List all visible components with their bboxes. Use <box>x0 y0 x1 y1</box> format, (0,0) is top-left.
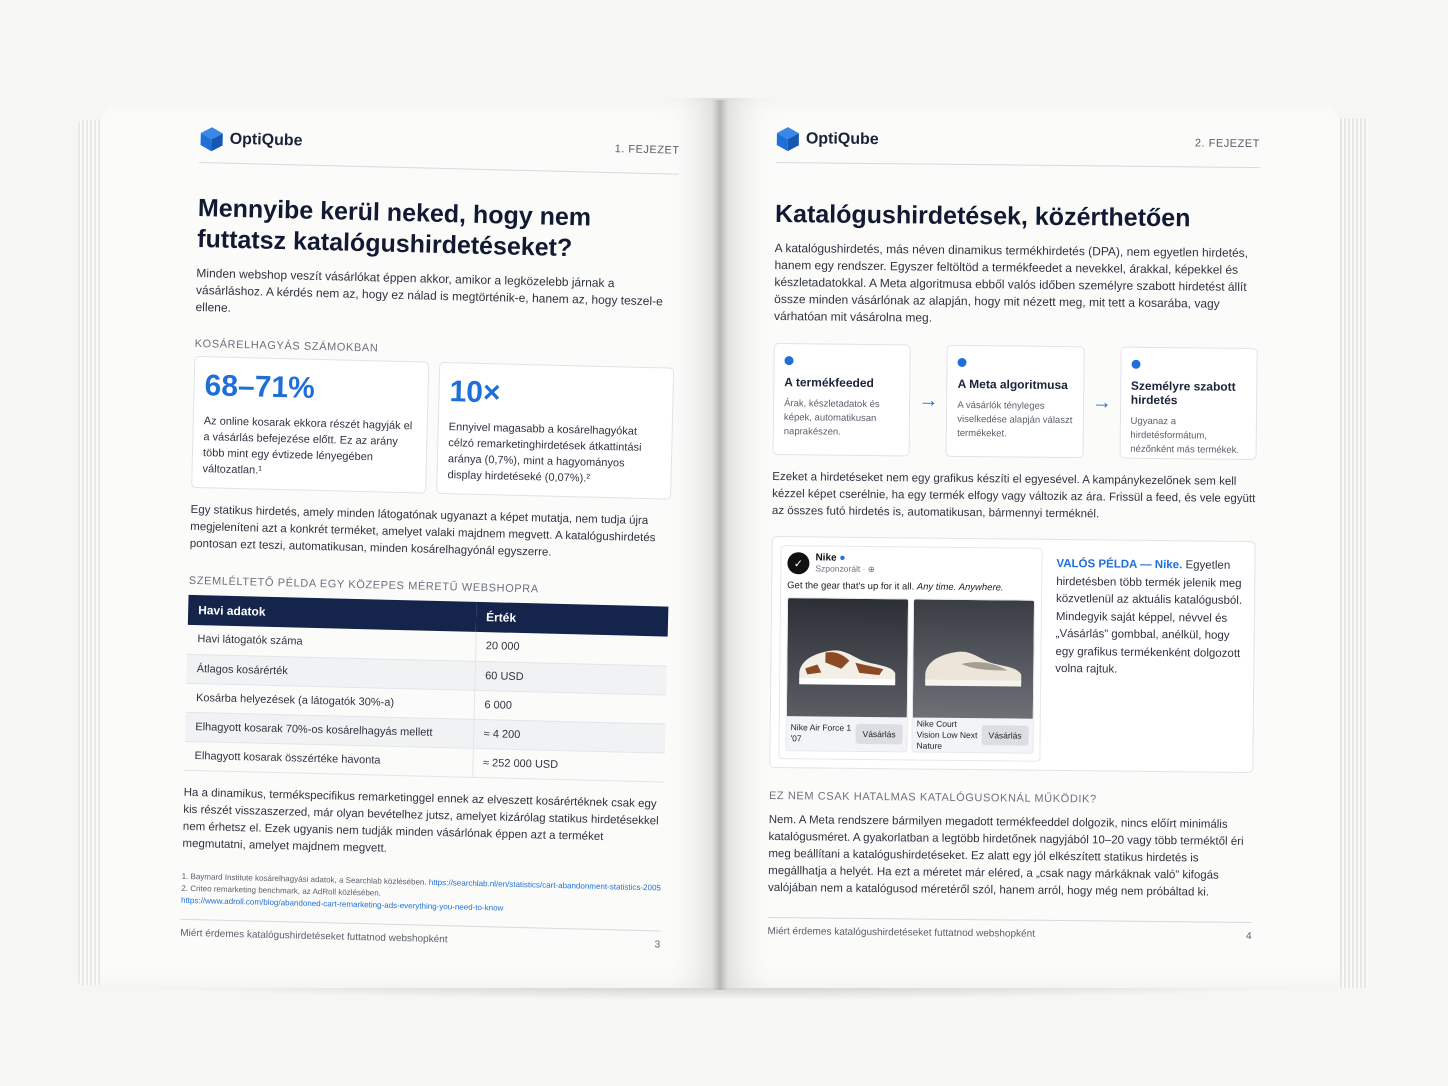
step-dot-icon <box>1131 360 1140 369</box>
optiqube-cube-icon <box>199 126 224 153</box>
body-paragraph: Ezeket a hirdetéseket nem egy grafikus készíti el egyesével. A kampánykezelőnek sem kell kézzel képet cserélnie, ha egy termék elfogy vagy változik az ára. Frissül a feed, és vele együtt az összes futó hirdetés is, automatikusan, bármennyi terméknél. <box>771 470 1256 521</box>
left-page <box>100 98 720 988</box>
sneaker-cream-icon <box>921 640 1027 691</box>
stat-card <box>436 362 674 500</box>
sneaker-image <box>787 598 908 717</box>
footnote-link[interactable]: https://searchlab.nl/en/statistics/cart-abandonment-statistics-2005 <box>428 877 662 892</box>
flow-step <box>946 345 1084 458</box>
step-dot-icon <box>784 356 793 365</box>
verified-badge-icon: ● <box>839 552 846 564</box>
table-cell: 20 000 <box>475 632 668 666</box>
flow-step-text: Árak, készletadatok és képek, automatikusan naprakészen. <box>783 398 880 438</box>
ad-brand-name: Nike <box>815 552 837 564</box>
page-header <box>199 126 680 175</box>
product-card <box>785 597 909 752</box>
footnote-text: 1. Baymard Institute kosárelhagyási adatok, a Searchlab közlésében. <box>181 871 429 887</box>
right-page <box>720 98 1340 988</box>
page-footer <box>768 917 1252 942</box>
page-footer <box>180 918 660 950</box>
example-box <box>769 536 1255 773</box>
product-card <box>911 598 1035 753</box>
page-number: 4 <box>1245 930 1252 943</box>
nike-swoosh-icon: ✓ <box>787 552 809 574</box>
stat-card <box>191 356 429 494</box>
product-card-footer <box>912 717 1032 752</box>
example-description <box>1054 548 1246 764</box>
chapter-label: 2. FEJEZET <box>1194 137 1260 151</box>
table-header-cell: Érték <box>476 602 669 637</box>
table-cell: Havi látogatók száma <box>187 625 476 661</box>
chapter-label: 1. FEJEZET <box>614 143 680 157</box>
buy-button[interactable]: Vásárlás <box>981 725 1028 745</box>
stat-row <box>191 356 674 500</box>
arrow-right-icon: → <box>918 389 939 412</box>
flow-diagram <box>773 343 1258 460</box>
table-cell: ≈ 252 000 USD <box>472 748 665 782</box>
page-header <box>776 126 1260 168</box>
flow-step-title: A termékfeeded <box>784 375 874 391</box>
table-cell: Kosárba helyezések (a látogatók 30%-a) <box>186 683 475 719</box>
brand-name: OptiQube <box>229 130 303 150</box>
arrow-right-icon: → <box>1091 390 1112 414</box>
stat-description: Ennyivel magasabb a kosárelhagyókat célzó remarketinghirdetések átkattintási aránya (0,7%), mint a hagyományos display hirdetéseké (0,07%).² <box>447 421 642 485</box>
flow-step-text: A vásárlók tényleges viselkedése alapján választ termékeket. <box>957 399 1073 440</box>
footnote-link[interactable]: https://www.adroll.com/blog/abandoned-cart-remarketing-ads-everything-you-need-to-know <box>180 895 504 913</box>
lead-paragraph: Minden webshop veszít vásárlókat éppen akkor, amikor a legközelebb járnak a vásárláshoz. A kérdés nem az, hogy ez nálad is megtörténik-e, hanem az, hogy teszel-e ellene. <box>195 265 663 315</box>
flow-step-title: Személyre szabott hirdetés <box>1130 378 1236 408</box>
flow-step-title: A Meta algoritmusa <box>957 376 1068 393</box>
table-cell: Elhagyott kosarak összértéke havonta <box>184 741 473 777</box>
stat-description: Az online kosarak ekkora részét hagyják el a vásárlás befejezése előtt. Ez az arány több mint egy évtizede lényegében változatlan.¹ <box>202 415 413 477</box>
ad-copy-text: Get the gear that's up for it all. <box>787 580 917 593</box>
sneaker-brown-white-icon <box>795 638 901 689</box>
optiqube-cube-icon <box>776 126 800 152</box>
brand-name: OptiQube <box>805 130 879 149</box>
footnotes <box>181 870 662 918</box>
example-table <box>184 595 668 782</box>
page-number: 3 <box>654 938 661 950</box>
ad-copy-italic: Any time. Anywhere. <box>916 581 1004 594</box>
table-cell: Átlagos kosárérték <box>186 654 475 690</box>
ad-brand <box>815 552 875 564</box>
example-text: Egyetlen hirdetésben több termék jelenik meg közvetlenül az aktuális katalógusból. Mindegyik saját képpel, névvel és „Vásárlás” gombbal, anélkül, hogy egy grafikus termékenként dolgozott volna rajtuk. <box>1055 559 1243 676</box>
flow-step <box>773 343 911 456</box>
ad-sponsored: Szponzorált · ⊕ <box>815 563 875 575</box>
book-spine <box>712 100 728 990</box>
footnote-text: 2. Criteo remarketing benchmark, az AdRoll közlésében. <box>181 883 382 898</box>
stat-value: 68–71% <box>204 369 316 405</box>
product-name: Nike Air Force 1 '07 <box>790 722 852 744</box>
page-title: Katalógushirdetések, közérthetően <box>774 199 1191 233</box>
footer-title: Miért érdemes katalógushirdetéseket futtatnod webshopként <box>180 927 448 945</box>
buy-button[interactable]: Vásárlás <box>855 724 902 744</box>
product-name: Nike Court Vision Low Next Nature <box>916 718 978 751</box>
product-card-footer <box>786 716 906 751</box>
flow-step-text: Ugyanaz a hirdetésformátum, nézőnként más termékek. <box>1130 415 1240 456</box>
table-header-cell: Havi adatok <box>188 595 477 632</box>
ad-header <box>787 552 1035 577</box>
faq-section-label: EZ NEM CSAK HATALMAS KATALÓGUSOKNÁL MŰKÖDIK? <box>768 789 1097 806</box>
flow-step <box>1119 347 1257 460</box>
step-dot-icon <box>958 358 967 367</box>
example-highlight: VALÓS PÉLDA — Nike. <box>1056 557 1183 572</box>
brand <box>199 126 302 155</box>
body-paragraph: Ha a dinamikus, termékspecifikus remarketinggel ennek az elveszett kosárértéknek csak egy kis részét visszaszerzed, már olyan bevételhez jutsz, amelyet kizárólag statikus hirdetésekkel nem érhetsz el. Ezek ugyanis nem tudják minden vásárlónak éppen azt a terméket megmutatni, amelyet majdnem megvett. <box>182 786 659 855</box>
stat-value: 10× <box>449 375 501 410</box>
table-cell: Elhagyott kosarak 70%-os kosárelhagyás mellett <box>185 712 474 748</box>
ad-copy <box>787 580 1035 594</box>
sneaker-image <box>913 599 1034 718</box>
table-cell: ≈ 4 200 <box>473 719 666 753</box>
page-title: Mennyibe kerül neked, hogy nem futtatsz katalógushirdetéseket? <box>196 193 592 263</box>
footer-title: Miért érdemes katalógushirdetéseket futtatnod webshopként <box>767 925 1035 940</box>
ad-mockup <box>778 545 1042 762</box>
table-section-label: SZEMLÉLTETŐ PÉLDA EGY KÖZEPES MÉRETŰ WEBSHOPRA <box>188 574 539 596</box>
table-cell: 60 USD <box>474 661 667 695</box>
body-paragraph: Egy statikus hirdetés, amely minden látogatónak ugyanazt a képet mutatja, nem tudja újra megjeleníteni azt a konkrét terméket, amelyet valaki majdnem megvett. A katalógushirdetés pontosan ezt teszi, automatikusan, minden kosárelhagyónál egyszerre. <box>189 503 656 559</box>
body-paragraph: Nem. A Meta rendszere bármilyen megadott termékfeeddel dolgozik, nincs előírt minimális katalógusméret. A gyakorlatban a legtöbb hirdetőnek nagyjából 10–20 vagy több terméktől éri meg beállítani a katalógushirdetéseket. Ez alatt egy jól elkészített statikus hirdetés is megállhatja a helyét. Ha ezt a méretet már eléred, a „csak nagy márkáknak való” kifogás valójában nem a katalógusod méretéről szól, hanem arról, hogy még nem próbáltad ki. <box>767 813 1244 899</box>
brand <box>776 126 879 153</box>
table-cell: 6 000 <box>474 690 667 724</box>
ad-carousel <box>785 597 1035 754</box>
stats-section-label: KOSÁRELHAGYÁS SZÁMOKBAN <box>194 337 379 355</box>
lead-paragraph: A katalógushirdetés, más néven dinamikus termékhirdetés (DPA), nem egyetlen hirdetés, hanem egy rendszer. Egyszer feltöltöd a termékfeedet a nevekkel, árakkal, képekkel és készletadatokkal. A Meta algoritmusa ebből valós időben személyre szabott hirdetést állít össze minden vásárlónak az alapján, hogy mit nézett meg, mit tett a kosarába, vagy várhatóan mit vásárolna meg. <box>773 240 1249 325</box>
